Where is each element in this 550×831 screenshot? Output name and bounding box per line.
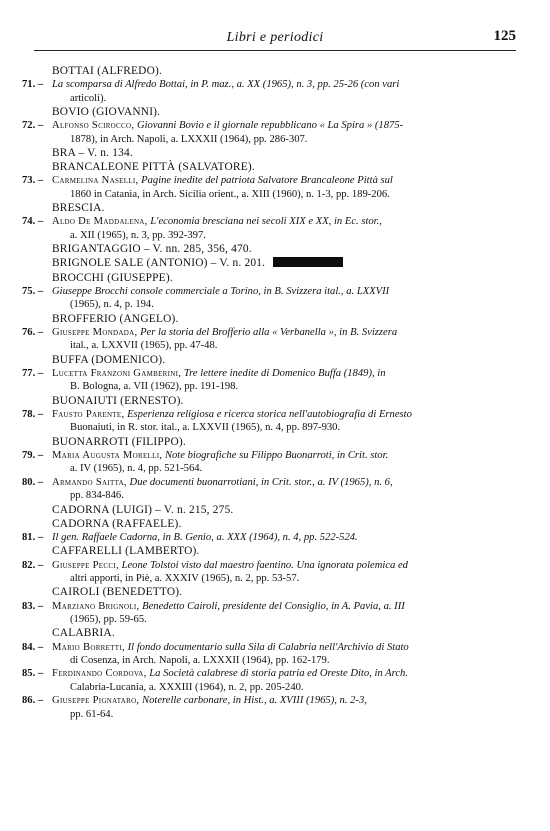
bibliography-entry: [22, 174, 532, 201]
subject-heading: [22, 503, 532, 517]
entry-number: 73. –: [22, 175, 44, 187]
entry-author: Carmelina Naselli,: [52, 175, 139, 187]
entry-continuation: (1965), pp. 59-65.: [70, 614, 147, 625]
bibliography-entry: [22, 119, 532, 146]
subject-heading-text: CALABRIA.: [52, 627, 115, 640]
entry-number: 81. –: [22, 531, 44, 543]
subject-heading: [22, 271, 532, 285]
entry-first-line: [52, 531, 532, 544]
bibliography-entry: [22, 559, 532, 586]
entry-number: 74. –: [22, 216, 44, 228]
subject-heading: [22, 394, 532, 408]
entry-number: 79. –: [22, 449, 44, 461]
entry-citation: La Società calabrese di storia patria ed Oreste Dito, in Arch.: [149, 668, 409, 680]
entry-continuation: (1965), n. 4, p. 194.: [70, 299, 154, 311]
entry-number: 78. –: [22, 408, 44, 420]
entry-author: Alfonso Scirocco,: [52, 120, 135, 132]
entry-continuation: a. XII (1965), n. 3, pp. 392-397.: [70, 229, 206, 241]
entry-author: Armando Saitta,: [52, 476, 127, 488]
entry-first-line: [52, 326, 532, 339]
subject-heading-text: BROCCHI (GIUSEPPE).: [52, 271, 173, 284]
entry-continuation: ital., a. LXXVII (1965), pp. 47-48.: [70, 340, 218, 352]
entry-citation: Il fondo documentario sulla Sila di Calabria nell'Archivio di Stato: [127, 641, 409, 653]
subject-heading-text: BRIGANTAGGIO – V. nn. 285, 356, 470.: [52, 243, 252, 256]
entry-continuation: 1860 in Catania, in Arch. Sicilia orient., a. XIII (1960), n. 1-3, pp. 189-206.: [70, 188, 390, 200]
entry-continuation: pp. 834-846.: [70, 490, 124, 502]
entry-citation: Pagine inedite del patriota Salvatore Brancaleone Pittà sul: [141, 175, 393, 187]
subject-heading-text: CADORNA (RAFFAELE).: [52, 517, 182, 530]
entry-citation: Benedetto Cairoli, presidente del Consiglio, in A. Pavia, a. III: [142, 600, 405, 612]
bibliography-entry: [22, 476, 532, 503]
entry-continuation: di Cosenza, in Arch. Napoli, a. LXXXII (1964), pp. 162-179.: [70, 655, 330, 667]
subject-heading: [22, 435, 532, 449]
entry-first-line: [52, 600, 532, 613]
entry-author: Aldo De Maddalena,: [52, 216, 148, 228]
subject-heading-text: BRANCALEONE PITTÀ (SALVATORE).: [52, 161, 255, 174]
entry-citation: Tre lettere inedite di Domenico Buffa (1849), in: [183, 367, 386, 379]
entry-author: Giuseppe Pecci,: [52, 559, 119, 571]
entry-author: Ferdinando Cordova,: [52, 668, 147, 680]
bibliography-entry: [22, 367, 532, 394]
bibliography-list: [22, 64, 532, 721]
running-head: [34, 26, 516, 51]
entry-number: 76. –: [22, 326, 44, 338]
subject-heading-text: BRA – V. n. 134.: [52, 147, 133, 160]
bibliography-entry: [22, 667, 532, 694]
entry-citation: Giuseppe Brocchi console commerciale a Torino, in B. Svizzera ital., a. LXXVII: [52, 285, 390, 297]
subject-heading-text: BOTTAI (ALFREDO).: [52, 65, 163, 77]
subject-heading: [22, 256, 532, 270]
entry-first-line: [52, 694, 532, 707]
entry-first-line: [52, 215, 532, 228]
entry-number: 82. –: [22, 559, 44, 571]
entry-continuation: altri apporti, in Piè, a. XXXIV (1965), n. 2, pp. 53-57.: [70, 572, 300, 584]
subject-heading-text: BUONAIUTI (ERNESTO).: [52, 394, 184, 407]
subject-heading: [22, 353, 532, 367]
entry-number: 75. –: [22, 285, 44, 297]
subject-heading-text: CAFFARELLI (LAMBERTO).: [52, 545, 200, 558]
subject-heading: [22, 160, 532, 174]
entry-continuation: Calabria-Lucania, a. XXXIII (1964), n. 2, pp. 205-240.: [70, 681, 304, 693]
subject-heading: [22, 146, 532, 160]
subject-heading-text: CAIROLI (BENEDETTO).: [52, 586, 183, 599]
running-title: Libri e periodici: [226, 30, 324, 45]
bibliography-entry: [22, 694, 532, 721]
entry-author: Mario Borretti,: [52, 641, 125, 653]
entry-author: Giuseppe Mondada,: [52, 326, 138, 338]
entry-citation: La scomparsa di Alfredo Bottai, in P. maz., a. XX (1965), n. 3, pp. 25-26 (con vari: [52, 79, 400, 91]
entry-author: Giuseppe Pignataro,: [52, 695, 140, 707]
bibliography-entry: [22, 326, 532, 353]
subject-heading-text: BRESCIA.: [52, 202, 105, 215]
bibliography-entry: [22, 408, 532, 435]
bibliography-entry: [22, 215, 532, 242]
subject-heading: [22, 201, 532, 215]
subject-heading-text: BRIGNOLE SALE (ANTONIO) – V. n. 201.: [52, 257, 266, 270]
entry-first-line: [52, 667, 532, 680]
subject-heading: [22, 585, 532, 599]
entry-first-line: [52, 476, 532, 489]
entry-continuation: articoli).: [70, 92, 107, 104]
entry-first-line: [52, 78, 532, 91]
entry-author: Lucetta Franzoni Gamberini,: [52, 367, 182, 379]
page-number: 125: [493, 28, 516, 44]
subject-heading-text: BUFFA (DOMENICO).: [52, 353, 166, 366]
entry-number: 80. –: [22, 476, 44, 488]
redaction-bar: [273, 257, 343, 267]
entry-number: 72. –: [22, 120, 44, 132]
bibliography-entry: [22, 285, 532, 312]
bibliography-entry: [22, 600, 532, 627]
entry-citation: Il gen. Raffaele Cadorna, in B. Genio, a. XXX (1964), n. 4, pp. 522-524.: [52, 531, 358, 543]
entry-citation: Per la storia del Brofferio alla « Verbanella », in B. Svizzera: [140, 326, 398, 338]
entry-author: Fausto Parente,: [52, 408, 125, 420]
entry-number: 84. –: [22, 641, 44, 653]
entry-citation: Esperienza religiosa e ricerca storica nell'autobiografia di Ernesto: [127, 408, 412, 420]
entry-continuation: pp. 61-64.: [70, 708, 114, 720]
entry-first-line: [52, 174, 532, 187]
subject-heading-text: CADORNA (LUIGI) – V. n. 215, 275.: [52, 503, 234, 516]
bibliography-entry: [22, 531, 532, 544]
entry-citation: Leone Tolstoi visto dal maestro faentino. Una ignorata polemica ed: [121, 559, 408, 571]
entry-number: 86. –: [22, 695, 44, 707]
entry-first-line: [52, 119, 532, 132]
entry-citation: Note biografiche su Filippo Buonarroti, in Crit. stor.: [164, 449, 389, 461]
subject-heading-text: BUONARROTI (FILIPPO).: [52, 435, 186, 448]
entry-citation: L'economia bresciana nei secoli XIX e XX, in Ec. stor.,: [150, 216, 382, 228]
entry-first-line: [52, 367, 532, 380]
entry-first-line: [52, 559, 532, 572]
entry-number: 71. –: [22, 79, 44, 91]
entry-continuation: a. IV (1965), n. 4, pp. 521-564.: [70, 463, 203, 475]
subject-heading: [22, 626, 532, 640]
subject-heading: [22, 544, 532, 558]
subject-heading: [22, 105, 532, 119]
entry-first-line: [52, 285, 532, 298]
subject-heading-text: BOVIO (GIOVANNI).: [52, 106, 161, 119]
entry-citation: Noterelle carbonare, in Hist., a. XVIII (1965), n. 2-3,: [142, 695, 367, 707]
bibliography-entry: [22, 78, 532, 105]
entry-first-line: [52, 449, 532, 462]
entry-number: 85. –: [22, 668, 44, 680]
entry-author: Maria Augusta Morelli,: [52, 449, 163, 461]
entry-author: Marziano Brignoli,: [52, 600, 140, 612]
entry-continuation: 1878), in Arch. Napoli, a. LXXXII (1964), pp. 286-307.: [70, 133, 308, 145]
subject-heading: [22, 64, 532, 78]
entry-number: 77. –: [22, 367, 44, 379]
entry-citation: Due documenti buonarrotiani, in Crit. stor., a. IV (1965), n. 6,: [129, 476, 393, 488]
entry-first-line: [52, 408, 532, 421]
bibliography-entry: [22, 641, 532, 668]
entry-continuation: B. Bologna, a. VII (1962), pp. 191-198.: [70, 381, 239, 393]
entry-citation: Giovanni Bovio e il giornale repubblicano « La Spira » (1875-: [136, 120, 404, 132]
entry-continuation: Buonaiuti, in R. stor. ital., a. LXXVII (1965), n. 4, pp. 897-930.: [70, 422, 341, 434]
bibliography-entry: [22, 449, 532, 476]
entry-first-line: [52, 641, 532, 654]
subject-heading: [22, 242, 532, 256]
subject-heading: [22, 517, 532, 531]
subject-heading-text: BROFFERIO (ANGELO).: [52, 312, 179, 325]
entry-number: 83. –: [22, 600, 44, 612]
subject-heading: [22, 312, 532, 326]
